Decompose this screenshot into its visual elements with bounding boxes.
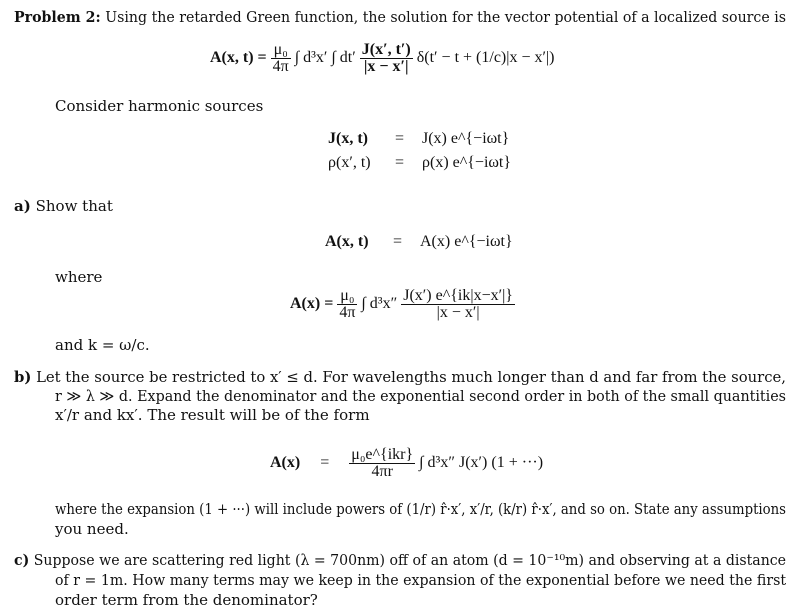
equation-harmonic-J: J(x, t) bbox=[328, 130, 368, 147]
part-b-line1: b) Let the source be restricted to x′ ≤ d. For wavelengths much longer than d and far from the source, bbox=[14, 368, 786, 386]
part-c-line3: order term from the denominator? bbox=[55, 591, 318, 609]
equation-harmonic-rho-rel: = bbox=[395, 154, 405, 171]
part-b-label: b) bbox=[14, 368, 32, 386]
equation-a-rel: = bbox=[393, 233, 403, 250]
consider-text: Consider harmonic sources bbox=[55, 97, 264, 115]
part-c-line1: c) Suppose we are scattering red light (λ = 700nm) off of an atom (d = 10⁻¹⁰m) and observing at a distance bbox=[14, 551, 787, 569]
part-a-heading bbox=[14, 197, 113, 215]
part-c-label: c) bbox=[14, 551, 30, 569]
eq-potential-fraction: $\frac{J(x', t')}{|x - x'|}$ bbox=[361, 40, 411, 75]
equation-harmonic-J-rel: = bbox=[395, 130, 405, 147]
eq-potential-integrals: ∫ d³x′ ∫ dt′ bbox=[294, 49, 356, 66]
problem-label: Problem 2: bbox=[14, 8, 101, 26]
equation-b: A(x) = $\frac{\text{μ₀e\textasciicircum{}\{ikr\}}}{4\pi r}$ ∫ d³x″ J(x′) (1 + ···) bbox=[270, 445, 544, 480]
equation-harmonic-J-rhs: J(x) e^{−iωt} bbox=[422, 130, 510, 147]
part-a-label: a) bbox=[14, 197, 31, 215]
part-b-after1: where the expansion (1 + ···) will include powers of (1/r) r̂·x′, x′/r, (k/r) r̂·x′, and so on. State any assumptions bbox=[55, 500, 786, 518]
equation-vector-potential bbox=[210, 40, 555, 76]
equation-a-rhs: A(x) e^{−iωt} bbox=[420, 233, 513, 250]
problem-intro: Using the retarded Green function, the solution for the vector potential of a localized source is bbox=[105, 8, 787, 26]
equation-Ax: A(x) = $\frac{\text{μ₀}}{4\pi}$ ∫ d³x″ $\frac{J(x') e\^{}\{ik|x-x'|\}}{|x - x'|}$ bbox=[290, 286, 513, 321]
equation-harmonic-rho: ρ(x′, t) bbox=[328, 154, 371, 171]
part-c-line2: of r = 1m. How many terms may we keep in the expansion of the exponential before we need the first bbox=[55, 571, 787, 589]
eq-potential-coef: $\frac{\text{μ₀}}{4\pi}$ bbox=[272, 40, 289, 75]
equation-a-lhs: A(x, t) bbox=[325, 233, 369, 250]
part-b-after2: you need. bbox=[55, 520, 129, 538]
eq-potential-lhs: A(x, t) = bbox=[210, 49, 267, 66]
part-a-text: Show that bbox=[35, 197, 113, 215]
part-b-line2: r ≫ λ ≫ d. Expand the denominator and the exponential second order in both of the small quantities bbox=[55, 387, 787, 405]
equation-harmonic-rho-rhs: ρ(x) e^{−iωt} bbox=[422, 154, 512, 171]
eq-potential-delta: δ(t′ − t + (1/c)|x − x′|) bbox=[416, 49, 555, 66]
and-k-text: and k = ω/c. bbox=[55, 336, 150, 354]
part-b-line3: x′/r and kx′. The result will be of the form bbox=[55, 406, 370, 424]
problem-heading bbox=[14, 8, 786, 26]
where-text: where bbox=[55, 268, 103, 286]
